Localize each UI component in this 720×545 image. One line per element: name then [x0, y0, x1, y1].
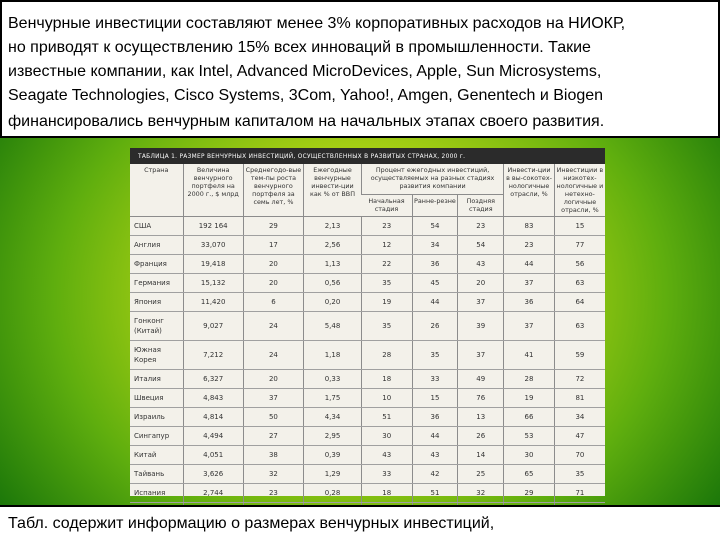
cell-low: 15 [554, 217, 605, 236]
cell-gdp: 1,29 [304, 465, 362, 484]
header-stage-early: Ранне-резне [412, 194, 458, 216]
cell-high: 53 [504, 427, 555, 446]
cell-initial: 12 [361, 236, 412, 255]
header-stage-group: Процент ежегодных инвестиций, осуществляемых на разных стадиях развития компании [361, 164, 503, 194]
cell-gdp: 1,13 [304, 255, 362, 274]
cell-portfolio: 4,051 [183, 446, 243, 465]
cell-portfolio: 19,418 [183, 255, 243, 274]
cell-country: США [130, 217, 183, 236]
cell-low: 81 [554, 389, 605, 408]
cell-high: 30 [504, 446, 555, 465]
cell-late: 26 [458, 427, 504, 446]
cell-initial: 10 [361, 389, 412, 408]
cell-late: 37 [458, 341, 504, 370]
venture-table [130, 148, 605, 496]
cell-early: 36 [412, 408, 458, 427]
cell-initial: 35 [361, 312, 412, 341]
cell-growth: 6 [243, 293, 303, 312]
cell-portfolio: 2,744 [183, 484, 243, 503]
cell-portfolio: 6,327 [183, 370, 243, 389]
cell-late: 23 [458, 217, 504, 236]
cell-high: 65 [504, 465, 555, 484]
header-stage-late: Поздняя стадия [458, 194, 504, 216]
intro-line-5: финансировались венчурным капиталом на начальных этапах своего развития. [8, 113, 605, 130]
header-share-gdp: Ежегодные венчурные инвести-ции как % от ВВП [304, 164, 362, 217]
cell-early: 54 [412, 217, 458, 236]
cell-gdp: 5,48 [304, 312, 362, 341]
cell-initial: 19 [361, 293, 412, 312]
cell-growth: 38 [243, 446, 303, 465]
cell-country: Япония [130, 293, 183, 312]
cell-early: 35 [412, 341, 458, 370]
cell-portfolio: 7,212 [183, 341, 243, 370]
header-hightech: Инвести-ции в вы-сокотех-нологичные отрасли, % [504, 164, 555, 217]
header-country: Страна [130, 164, 183, 217]
cell-early: 43 [412, 446, 458, 465]
cell-late: 14 [458, 446, 504, 465]
cell-growth: 20 [243, 274, 303, 293]
cell-initial: 28 [361, 341, 412, 370]
cell-high: 29 [504, 484, 555, 503]
table-row [130, 312, 605, 341]
cell-early: 44 [412, 427, 458, 446]
cell-late: 37 [458, 293, 504, 312]
cell-high: 44 [504, 255, 555, 274]
cell-country: Швеция [130, 389, 183, 408]
intro-line-1: Венчурные инвестиции составляют менее 3% корпоративных расходов на НИОКР, [8, 15, 626, 32]
table-title: ТАБЛИЦА 1. РАЗМЕР ВЕНЧУРНЫХ ИНВЕСТИЦИЙ, ОСУЩЕСТВЛЕННЫХ В РАЗВИТЫХ СТРАНАХ, 2000 г. [130, 148, 605, 164]
table-row [130, 408, 605, 427]
cell-growth: 20 [243, 255, 303, 274]
cell-growth: 20 [243, 370, 303, 389]
table-row [130, 274, 605, 293]
cell-portfolio: 3,626 [183, 465, 243, 484]
table-row [130, 484, 605, 503]
cell-portfolio: 4,843 [183, 389, 243, 408]
cell-country: Франция [130, 255, 183, 274]
cell-low: 35 [554, 465, 605, 484]
cell-portfolio: 4,494 [183, 427, 243, 446]
cell-growth: 50 [243, 408, 303, 427]
cell-late: 43 [458, 255, 504, 274]
cell-initial: 18 [361, 484, 412, 503]
cell-growth: 17 [243, 236, 303, 255]
cell-country: Англия [130, 236, 183, 255]
cell-country: Израиль [130, 408, 183, 427]
header-portfolio: Величина венчурного портфеля на 2000 г., $ млрд [183, 164, 243, 217]
cell-low: 63 [554, 274, 605, 293]
caption-text: Табл. содержит информацию о размерах венчурных инвестиций, [8, 515, 495, 532]
cell-country: Гонконг (Китай) [130, 312, 183, 341]
cell-gdp: 4,34 [304, 408, 362, 427]
cell-low: 34 [554, 408, 605, 427]
cell-low: 63 [554, 312, 605, 341]
cell-early: 15 [412, 389, 458, 408]
intro-text-box [0, 0, 720, 138]
cell-gdp: 0,56 [304, 274, 362, 293]
cell-gdp: 1,75 [304, 389, 362, 408]
cell-early: 36 [412, 255, 458, 274]
cell-high: 19 [504, 389, 555, 408]
cell-early: 51 [412, 484, 458, 503]
cell-gdp: 0,33 [304, 370, 362, 389]
cell-country: Сингапур [130, 427, 183, 446]
cell-growth: 37 [243, 389, 303, 408]
data-table [130, 164, 605, 522]
cell-early: 26 [412, 312, 458, 341]
cell-portfolio: 4,814 [183, 408, 243, 427]
intro-line-3: известные компании, как Intel, Advanced MicroDevices, Apple, Sun Microsystems, [8, 63, 602, 80]
table-row [130, 255, 605, 274]
cell-country: Китай [130, 446, 183, 465]
cell-growth: 27 [243, 427, 303, 446]
cell-growth: 23 [243, 484, 303, 503]
table-row [130, 370, 605, 389]
cell-late: 32 [458, 484, 504, 503]
cell-early: 33 [412, 370, 458, 389]
cell-portfolio: 192 164 [183, 217, 243, 236]
cell-late: 39 [458, 312, 504, 341]
cell-initial: 30 [361, 427, 412, 446]
cell-low: 59 [554, 341, 605, 370]
cell-low: 56 [554, 255, 605, 274]
cell-early: 42 [412, 465, 458, 484]
caption-box [0, 505, 720, 545]
cell-low: 71 [554, 484, 605, 503]
table-row [130, 236, 605, 255]
cell-country: Италия [130, 370, 183, 389]
cell-low: 72 [554, 370, 605, 389]
cell-gdp: 1,18 [304, 341, 362, 370]
cell-gdp: 0,28 [304, 484, 362, 503]
cell-low: 64 [554, 293, 605, 312]
cell-high: 36 [504, 293, 555, 312]
cell-initial: 23 [361, 217, 412, 236]
table-row [130, 427, 605, 446]
cell-early: 44 [412, 293, 458, 312]
table-row [130, 293, 605, 312]
table-row [130, 217, 605, 236]
cell-gdp: 2,95 [304, 427, 362, 446]
cell-early: 34 [412, 236, 458, 255]
intro-line-4: Seagate Technologies, Cisco Systems, 3Com, Yahoo!, Amgen, Genentech и Biogen [8, 87, 604, 104]
cell-low: 70 [554, 446, 605, 465]
cell-initial: 18 [361, 370, 412, 389]
cell-country: Германия [130, 274, 183, 293]
table-row [130, 389, 605, 408]
cell-portfolio: 11,420 [183, 293, 243, 312]
cell-high: 66 [504, 408, 555, 427]
table-row [130, 341, 605, 370]
header-stage-initial: Начальная стадия [361, 194, 412, 216]
cell-initial: 22 [361, 255, 412, 274]
cell-gdp: 0,39 [304, 446, 362, 465]
cell-initial: 43 [361, 446, 412, 465]
cell-portfolio: 9,027 [183, 312, 243, 341]
cell-late: 25 [458, 465, 504, 484]
cell-growth: 29 [243, 217, 303, 236]
cell-portfolio: 15,132 [183, 274, 243, 293]
cell-high: 28 [504, 370, 555, 389]
intro-line-2: но приводят к осуществлению 15% всех инноваций в промышленности. Такие [8, 39, 591, 56]
header-lowtech: Инвестиции в низкотех-нологичные и нетехно-логичные отрасли, % [554, 164, 605, 217]
table-row [130, 465, 605, 484]
cell-gdp: 0,20 [304, 293, 362, 312]
cell-country: Южная Корея [130, 341, 183, 370]
cell-late: 20 [458, 274, 504, 293]
cell-gdp: 2,56 [304, 236, 362, 255]
cell-growth: 24 [243, 341, 303, 370]
cell-high: 37 [504, 274, 555, 293]
cell-portfolio: 33,070 [183, 236, 243, 255]
header-growth: Среднегодо-вые тем-пы роста венчурного портфеля за семь лет, % [243, 164, 303, 217]
cell-country: Испания [130, 484, 183, 503]
cell-early: 45 [412, 274, 458, 293]
cell-initial: 33 [361, 465, 412, 484]
cell-late: 54 [458, 236, 504, 255]
cell-late: 49 [458, 370, 504, 389]
cell-high: 23 [504, 236, 555, 255]
cell-country: Тайвань [130, 465, 183, 484]
cell-initial: 51 [361, 408, 412, 427]
cell-late: 13 [458, 408, 504, 427]
cell-low: 47 [554, 427, 605, 446]
cell-high: 83 [504, 217, 555, 236]
cell-gdp: 2,13 [304, 217, 362, 236]
cell-low: 77 [554, 236, 605, 255]
cell-growth: 24 [243, 312, 303, 341]
cell-initial: 35 [361, 274, 412, 293]
cell-high: 37 [504, 312, 555, 341]
table-row [130, 446, 605, 465]
cell-growth: 32 [243, 465, 303, 484]
cell-high: 41 [504, 341, 555, 370]
cell-late: 76 [458, 389, 504, 408]
